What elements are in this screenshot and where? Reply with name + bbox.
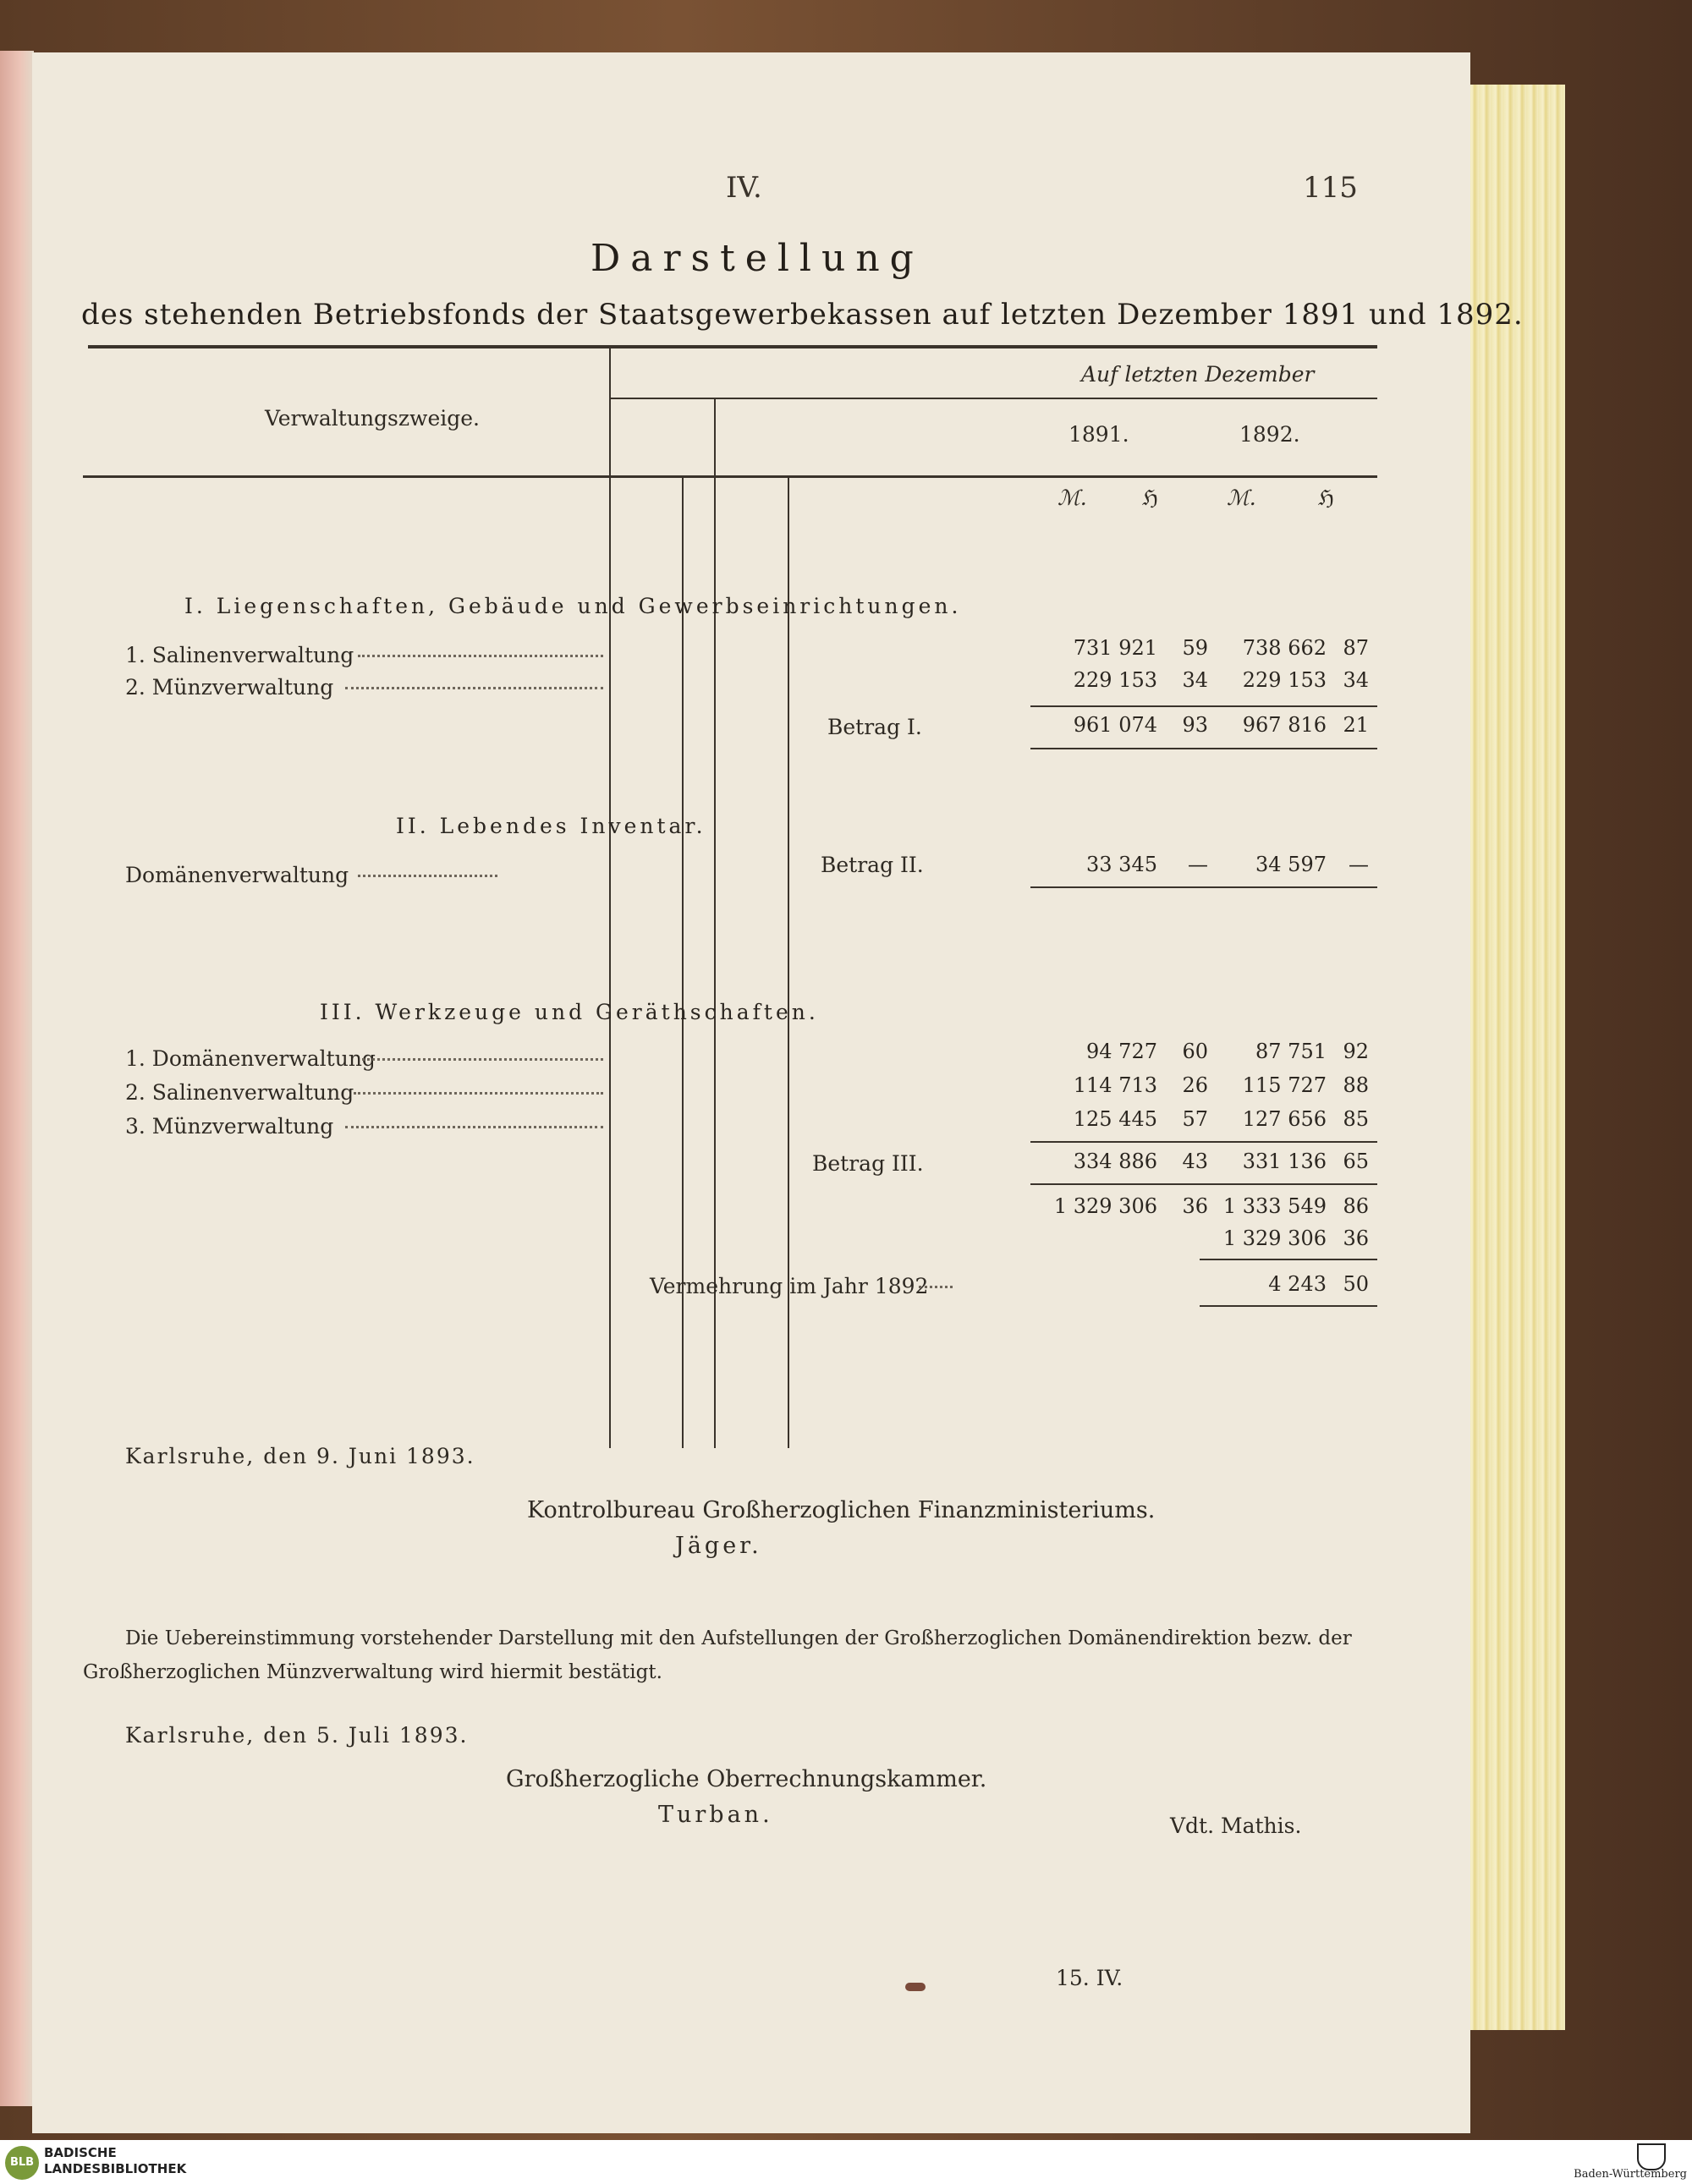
grand-total-p1892: 86 <box>1343 1194 1369 1218</box>
col-unit-mark-1891: ℳ. <box>1058 486 1087 510</box>
col-divider-m1892 <box>788 477 789 1448</box>
row-label: 1. Domänenverwaltung <box>125 1046 376 1071</box>
cell-p1891: 59 <box>1182 636 1208 660</box>
cell-m1892: 738 662 <box>1242 636 1327 660</box>
leader-dots <box>345 1126 603 1128</box>
table-header-rule <box>83 475 1377 478</box>
cell-p1891: 26 <box>1182 1073 1208 1097</box>
sum-rule <box>1030 886 1377 888</box>
col-divider-m1891 <box>682 477 684 1448</box>
leader-dots <box>354 1092 603 1095</box>
cell-p1891: 57 <box>1182 1107 1208 1131</box>
library-name-line-2: LANDESBIBLIOTHEK <box>44 2161 187 2176</box>
cell-p1892: 34 <box>1343 668 1369 692</box>
signature-mark: 15. IV. <box>1056 1966 1123 1990</box>
cell-m1892: 229 153 <box>1242 668 1327 692</box>
cell-p1892: — <box>1349 853 1369 876</box>
year-header-rule <box>609 398 1377 399</box>
place-date-1: Karlsruhe, den 9. Juni 1893. <box>125 1444 475 1468</box>
row-label: 2. Salinenverwaltung <box>125 1080 354 1105</box>
office-1: Kontrolbureau Großherzoglichen Finanzministeriums. <box>527 1497 1156 1523</box>
prev-total-m1892: 1 329 306 <box>1222 1226 1327 1250</box>
cell-m1891: 94 727 <box>1086 1040 1157 1063</box>
cell-m1891: 33 345 <box>1086 853 1157 876</box>
cell-p1891: 34 <box>1182 668 1208 692</box>
col-header-1891: 1891. <box>1068 422 1129 447</box>
sum-rule <box>1030 705 1377 707</box>
leader-dots <box>362 1058 603 1061</box>
confirmation-line-2: Großherzoglichen Münzverwaltung wird hiermit bestätigt. <box>83 1661 662 1683</box>
cell-p1892: 65 <box>1343 1150 1369 1173</box>
leader-dots <box>358 655 603 657</box>
sum-rule <box>1030 1183 1377 1185</box>
cell-p1891: 93 <box>1182 713 1208 737</box>
cell-m1892: 967 816 <box>1242 713 1327 737</box>
footer-bar <box>0 2140 1692 2184</box>
leader-dots <box>919 1286 953 1288</box>
sum-rule <box>1030 748 1377 749</box>
cell-p1892: 87 <box>1343 636 1369 660</box>
page-subtitle: des stehenden Betriebsfonds der Staatsgewerbekassen auf letzten Dezember 1891 und 1892. <box>81 298 1524 332</box>
leader-dots <box>345 687 603 689</box>
grand-total-m1892: 1 333 549 <box>1222 1194 1327 1218</box>
library-name <box>44 2145 186 2177</box>
sum-rule <box>1030 1141 1377 1143</box>
cell-m1891: 334 886 <box>1073 1150 1157 1173</box>
col-unit-pf-1891: ℌ <box>1142 486 1158 510</box>
book-spine-edge <box>0 51 34 2106</box>
confirmation-line-1: Die Uebereinstimmung vorstehender Darstellung mit den Aufstellungen der Großherzoglichen Domänendirektion bezw. der <box>125 1627 1352 1649</box>
row-label: 3. Münzverwaltung <box>125 1114 334 1139</box>
cell-p1892: 88 <box>1343 1073 1369 1097</box>
increase-label: Vermehrung im Jahr 1892 <box>650 1274 929 1298</box>
cell-m1892: 127 656 <box>1242 1107 1327 1131</box>
cell-m1891: 961 074 <box>1073 713 1157 737</box>
ink-spot <box>905 1983 926 1991</box>
increase-m1892: 4 243 <box>1268 1272 1327 1296</box>
scanned-page <box>32 52 1524 2133</box>
page-edges <box>1455 85 1565 2030</box>
sum-rule <box>1200 1259 1377 1260</box>
cell-m1892: 331 136 <box>1242 1150 1327 1173</box>
row-label: 1. Salinenverwaltung <box>125 643 354 667</box>
grand-total-p1891: 36 <box>1182 1194 1208 1218</box>
increase-p1892: 50 <box>1343 1272 1369 1296</box>
page-number: 115 <box>1303 171 1358 205</box>
sum-rule <box>1200 1305 1377 1307</box>
section-number: IV. <box>726 171 762 205</box>
coat-of-arms-icon <box>1637 2143 1666 2170</box>
row-label: 2. Münzverwaltung <box>125 675 334 700</box>
grand-total-m1891: 1 329 306 <box>1053 1194 1157 1218</box>
cell-p1891: 60 <box>1182 1040 1208 1063</box>
blb-logo: BLB <box>5 2146 39 2180</box>
col-unit-mark-1892: ℳ. <box>1227 486 1256 510</box>
col-unit-pf-1892: ℌ <box>1318 486 1334 510</box>
col-divider-label <box>609 348 611 1448</box>
signer-2: Turban. <box>658 1802 773 1828</box>
leader-dots <box>358 875 497 877</box>
place-date-2: Karlsruhe, den 5. Juli 1893. <box>125 1723 469 1748</box>
library-name-line-1: BADISCHE <box>44 2145 117 2160</box>
cell-p1892: 85 <box>1343 1107 1369 1131</box>
cell-m1891: 229 153 <box>1073 668 1157 692</box>
cell-p1891: — <box>1188 853 1208 876</box>
office-2: Großherzogliche Oberrechnungskammer. <box>506 1766 987 1792</box>
cell-m1891: 731 921 <box>1073 636 1157 660</box>
vdt-signer: Vdt. Mathis. <box>1170 1814 1302 1838</box>
cell-m1892: 87 751 <box>1255 1040 1327 1063</box>
signer-1: Jäger. <box>675 1533 762 1559</box>
section-title-iii: III. Werkzeuge und Geräthschaften. <box>320 1000 819 1024</box>
col-header-label: Verwaltungszweige. <box>265 406 480 431</box>
total-label: Betrag I. <box>827 715 922 739</box>
region-label: Baden-Württemberg <box>1574 2168 1687 2181</box>
cell-m1891: 125 445 <box>1073 1107 1157 1131</box>
total-label: Betrag III. <box>812 1151 924 1176</box>
total-label: Betrag II. <box>821 853 924 877</box>
section-title-ii: II. Lebendes Inventar. <box>396 814 706 838</box>
section-title-i: I. Liegenschaften, Gebäude und Gewerbseinrichtungen. <box>184 594 962 618</box>
col-header-group: Auf letzten Dezember <box>1081 362 1315 387</box>
cell-p1892: 92 <box>1343 1040 1369 1063</box>
prev-total-p1892: 36 <box>1343 1226 1369 1250</box>
col-header-1892: 1892. <box>1239 422 1300 447</box>
cell-m1892: 34 597 <box>1255 853 1327 876</box>
cell-p1892: 21 <box>1343 713 1369 737</box>
table-top-rule <box>88 345 1377 348</box>
cell-m1891: 114 713 <box>1073 1073 1157 1097</box>
page-title: Darstellung <box>591 237 924 280</box>
row-label: Domänenverwaltung <box>125 863 349 887</box>
cell-m1892: 115 727 <box>1242 1073 1327 1097</box>
cell-p1891: 43 <box>1182 1150 1208 1173</box>
